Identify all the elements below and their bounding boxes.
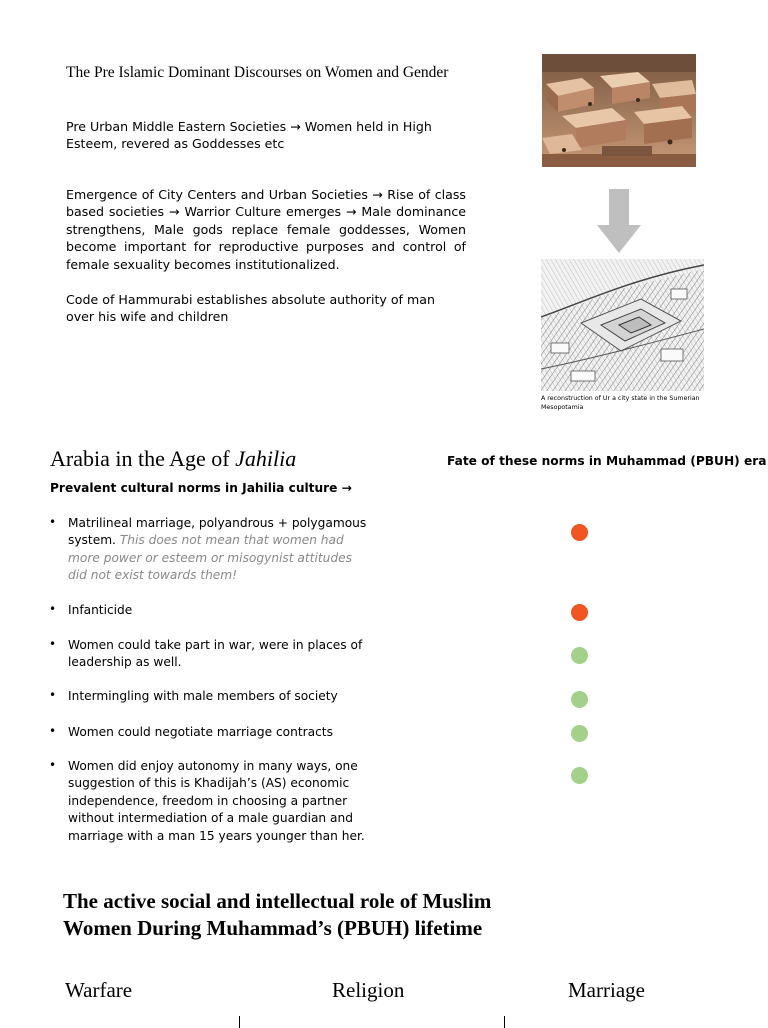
fate-column-header: Fate of these norms in Muhammad (PBUH) era [447,454,767,468]
column-heading-warfare: Warfare [65,978,133,1002]
bullet-marker: • [49,637,57,651]
paragraph-pre-urban: Pre Urban Middle Eastern Societies → Women held in High Esteem, revered as Goddesses etc [66,119,432,152]
column-divider [504,1016,505,1028]
bullet-marker: • [49,758,57,772]
section-title-jahilia: Arabia in the Age of Jahilia [50,446,297,471]
norm-item-autonomy: Women did enjoy autonomy in many ways, one suggestion of this is Khadijah’s (AS) economic independence, freedom in choosing a partner without intermediation of a male guardian and marriage with a man 15 years younger than her. [68,759,365,843]
column-heading-marriage: Marriage [568,978,645,1002]
bullet-marker: • [49,602,57,616]
ancient-city-photo [542,54,696,167]
bullet-marker: • [49,688,57,702]
norm-item-infanticide: Infanticide [68,603,133,617]
arrow-down-icon [597,189,641,253]
norm-item-matrilineal: Matrilineal marriage, polyandrous + polygamous system. This does not mean that women had more power or esteem or misogynist attitudes did not exist towards them! [68,516,367,583]
norm-item-intermingling: Intermingling with male members of society [68,689,338,703]
section-title-active-role: The active social and intellectual role of Muslim Women During Muhammad’s (PBUH) lifetime [63,889,492,940]
bullet-marker: • [49,724,57,738]
status-dot-icon [571,524,588,541]
status-dot-icon [571,604,588,621]
section-title-pre-islamic: The Pre Islamic Dominant Discourses on Women and Gender [66,64,449,81]
paragraph-hammurabi: Code of Hammurabi establishes absolute authority of man over his wife and children [66,292,435,325]
norm-item-war-leadership: Women could take part in war, were in places of leadership as well. [68,638,363,670]
status-dot-icon [571,725,588,742]
column-divider [239,1016,240,1028]
section-subtitle-norms: Prevalent cultural norms in Jahilia culture → [50,481,352,495]
norm-item-marriage-contracts: Women could negotiate marriage contracts [68,725,333,739]
column-heading-religion: Religion [332,978,405,1002]
paragraph-city-centers: Emergence of City Centers and Urban Societies → Rise of class based societies → Warrior Culture emerges → Male dominance strengthens, Male gods replace female goddesses, Women become important for reproductive purposes and control of female sexuality becomes institutionalized. [66,187,466,272]
bullet-marker: • [49,515,57,529]
status-dot-icon [571,647,588,664]
status-dot-icon [571,691,588,708]
ur-city-sketch [541,259,704,391]
status-dot-icon [571,767,588,784]
image-caption-ur: A reconstruction of Ur a city state in the Sumerian Mesopotamia [541,395,700,411]
